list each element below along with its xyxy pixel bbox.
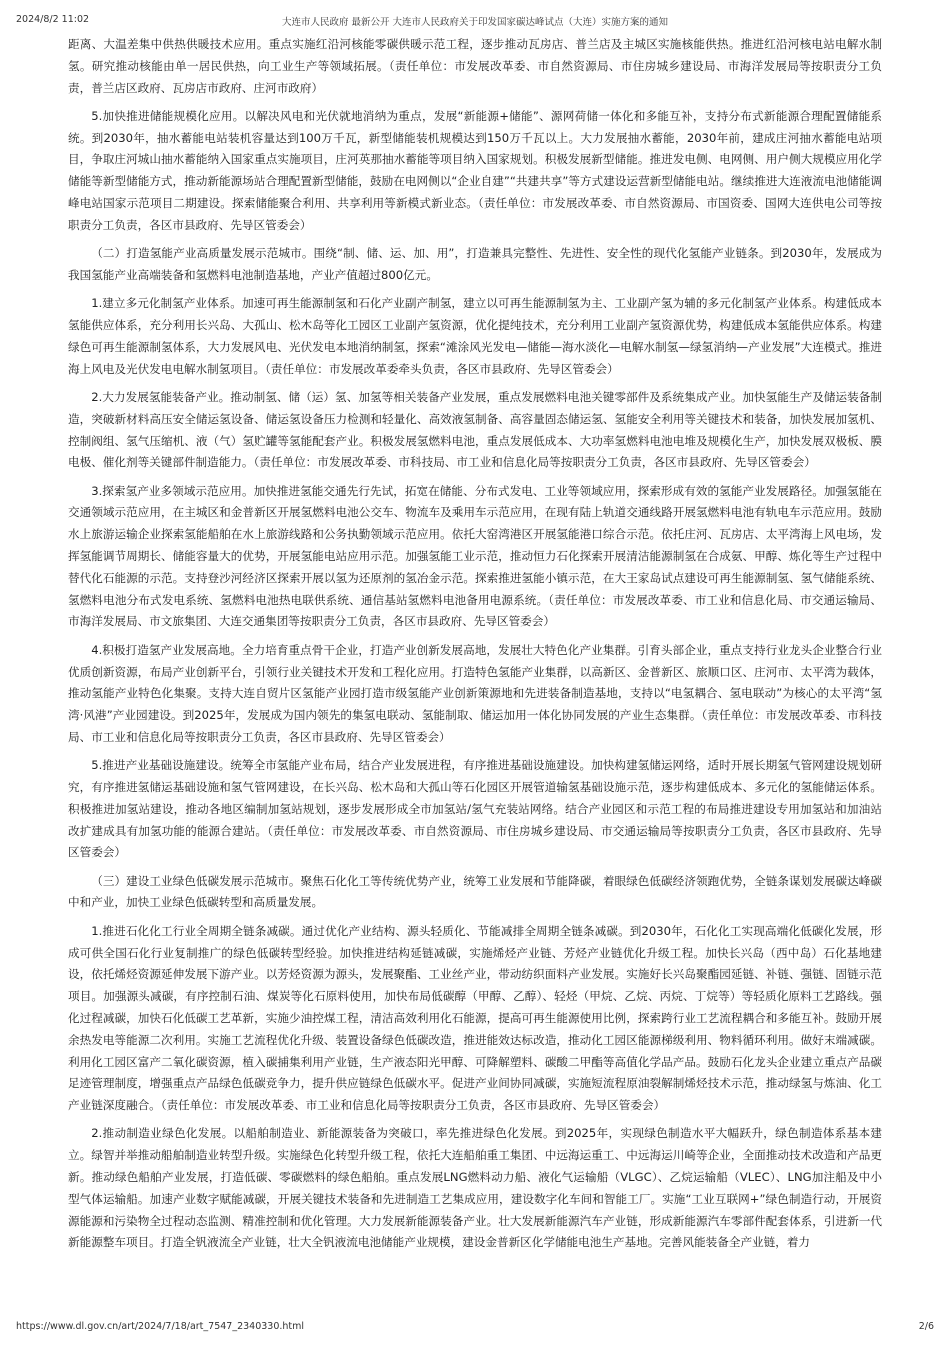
document-body [68,34,882,1304]
print-datetime: 2024/8/2 11:02 [16,14,90,25]
page-number: 2/6 [918,1321,934,1332]
page-url: https://www.dl.gov.cn/art/2024/7/18/art_7547_2340330.html [16,1321,305,1332]
print-doc-title: 大连市人民政府 最新公开 大连市人民政府关于印发国家碳达峰试点（大连）实施方案的通知 [281,17,669,28]
paragraph-manufacturing: 2.推动制造业绿色化发展。以船舶制造业、新能源装备为突破口，率先推进绿色化发展。到2025年，实现绿色制造水平大幅跃升，绿色制造体系基本建立。绿智并举推动船舶制造业转型升级。实施绿色化转型升级工程，依托大连船舶重工集团、中远海运重工、中远海运川崎等企业，全面推动技术改造和产品更新。推动绿色船舶产业发展，打造低碳、零碳燃料的绿色船舶。重点发展LNG燃料动力船、液化气运输船（VLGC）、乙烷运输船（VLEC）、LNG加注船及中小型气体运输船。加速产业数字赋能减碳，开展关键技术装备和先进制造工艺集成应用，建设数字化车间和智能工厂。实施“工业互联网+”绿色制造行动，开展资源能源和污染物全过程动态监测、精准控制和优化管理。大力发展新能源装备产业。壮大发展新能源汽车产业链，形成新能源汽车零部件配套体系，引进新一代新能源整车项目。打造全钒液流全产业链，壮大全钒液流电池储能产业规模，建设金普新区化学储能电池生产基地。完善风能装备全产业链，着力 [68,1126,882,1250]
section-heading-industry: （三）建设工业绿色低碳发展示范城市。聚焦石化化工等传统优势产业，统筹工业发展和节能降碳，着眼绿色低碳经济领跑优势，全链条谋划发展碳达峰碳中和产业，加快工业绿色低碳转型和高质量发展。 [68,873,882,910]
paragraph-hydrogen-demonstration: 3.探索氢产业多领域示范应用。加快推进氢能交通先行先试，拓宽在储能、分布式发电、工业等领域应用，探索形成有效的氢能产业发展路径。加强氢能在交通领域示范应用，在主城区和金普新区开展氢燃料电池公交车、物流车及乘用车示范应用，在现有陆上轨道交通线路开展氢燃料电池有轨电车示范应用。鼓励水上旅游运输企业探索氢能船舶在水上旅游线路和公务执勤领域示范应用。依托大窑湾港区开展氢能港口综合示范。依托庄河、瓦房店、太平湾海上风电场，发挥氢能调节周期长、储能容量大的优势，开展氢能电站应用示范。加强氢能工业示范，推动恒力石化探索开展清洁能源制氢在合成氨、甲醇、炼化等生产过程中替代化石能源的示范。支持登沙河经济区探索开展以氢为还原剂的氢冶金示范。探索推进氢能小镇示范，在大王家岛试点建设可再生能源制氢、氢气储能系统、氢燃料电池分布式发电系统、氢燃料电池热电联供系统、通信基站氢燃料电池备用电源系统。（责任单位：市发展改革委、市工业和信息化局、市交通运输局、市海洋发展局、市文旅集团、大连交通集团等按职责分工负责，各区市县政府、先导区管委会） [68,483,882,629]
print-footer [16,1321,934,1335]
paragraph-hydrogen-highland: 4.积极打造氢产业发展高地。全力培育重点骨干企业，打造产业创新发展高地，发展壮大特色化产业集群。引育头部企业，重点支持行业龙头企业整合行业优质创新资源，布局产业创新平台，引领行业关键技术开发和工程化应用。打造特色氢能产业集群，以高新区、金普新区、旅顺口区、庄河市、太平湾为载体，推动氢能产业特色化集聚。支持大连自贸片区氢能产业园打造市级氢能产业创新策源地和先进装备制造基地，支持以“电氢耦合、氢电联动”为核心的太平湾“氢湾·风港”产业园建设。到2025年，发展成为国内领先的集氢电联动、氢能制取、储运加用一体化协同发展的产业生态集群。（责任单位：市发展改革委、市科技局、市工业和信息化局等按职责分工负责，各区市县政府、先导区管委会） [68,642,882,744]
paragraph-hydrogen-infrastructure: 5.推进产业基础设施建设。统筹全市氢能产业布局，结合产业发展进程，有序推进基础设施建设。加快构建氢储运网络，适时开展长期氢气管网建设规划研究，有序推进氢储运基础设施和氢气管网建设，在长兴岛、松木岛和大孤山等石化园区开展管道输氢基础设施示范，逐步构建低成本、多元化的氢能储运体系。积极推进加氢站建设，推动各地区编制加氢站规划，逐步发展形成全市加氢站/氢气充装站网络。结合产业园区和示范工程的布局推进建设专用加氢站和加油站改扩建成具有加氢功能的能源合建站。（责任单位：市发展改革委、市自然资源局、市住房城乡建设局、市交通运输局等按职责分工负责，各区市县政府、先导区管委会） [68,758,882,860]
paragraph-heating-continuation: 距离、大温差集中供热供暖技术应用。重点实施红沿河核能零碳供暖示范工程，逐步推动瓦房店、普兰店及主城区实施核能供热。推进红沿河核电站电解水制氢。研究推动核能由单一居民供热，向工业生产等领域拓展。（责任单位：市发展改革委、市自然资源局、市住房城乡建设局、市海洋发展局等按职责分工负责，普兰店区政府、瓦房店市政府、庄河市政府） [68,37,882,95]
paragraph-hydrogen-production: 1.建立多元化制氢产业体系。加速可再生能源制氢和石化产业副产制氢，建立以可再生能源制氢为主、工业副产氢为辅的多元化制氢产业体系。构建低成本氢能供应体系，充分利用长兴岛、大孤山、松木岛等化工园区工业副产氢资源，优化提纯技术，充分利用工业副产氢资源优势，构建低成本氢能供应体系。构建绿色可再生能源制氢体系，大力发展风电、光伏发电本地消纳制氢，探索“滩涂风光发电—储能—海水淡化—电解水制氢—绿氢消纳—产业发展”大连模式。推进海上风电及光伏发电电解水制氢项目。（责任单位：市发展改革委牵头负责，各区市县政府、先导区管委会） [68,296,882,376]
paragraph-energy-storage: 5.加快推进储能规模化应用。以解决风电和光伏就地消纳为重点，发展“新能源+储能”、源网荷储一体化和多能互补，支持分布式新能源合理配置储能系统。到2030年，抽水蓄能电站装机容量达到100万千瓦，新型储能装机规模达到150万千瓦以上。大力发展抽水蓄能，2030年前，建成庄河抽水蓄能电站项目，争取庄河城山抽水蓄能纳入国家重点实施项目，庄河英那抽水蓄能等项目纳入国家规划。积极发展新型储能。推进发电侧、电网侧、用户侧大规模应用化学储能等新型储能方式，推动新能源场站合理配置新型储能，鼓励在电网侧以“企业自建”“共建共享”等方式建设运营新型储能电站。继续推进大连液流电池储能调峰电站国家示范项目二期建设。探索储能聚合利用、共享利用等新模式新业态。（责任单位：市发展改革委、市自然资源局、市国资委、国网大连供电公司等按职责分工负责，各区市县政府、先导区管委会） [68,108,882,232]
paragraph-petrochemical: 1.推进石化化工行业全周期全链条减碳。通过优化产业结构、源头轻质化、节能减排全周期全链条减碳。到2030年，石化化工实现高端化低碳化发展，形成可供全国石化行业复制推广的绿色低碳转型经验。加快推进结构延链减碳，实施烯烃产业链、芳烃产业链优化升级工程。加快长兴岛（西中岛）石化基地建设，依托烯烃资源延伸发展下游产业。以芳烃资源为源头，发展聚酯、工业丝产业，带动纺织面料产业发展。实施好长兴岛聚酯园延链、补链、强链、固链示范项目。加强源头减碳，有序控制石油、煤炭等化石原料使用，加快布局低碳醇（甲醇、乙醇）、轻烃（甲烷、乙烷、丙烷、丁烷等）等轻质化原料工艺路线。强化过程减碳，加快石化低碳工艺革新，实施少油控煤工程，清洁高效利用化石能源，提高可再生能源使用比例，探索跨行业工艺流程耦合和多能互补。鼓励开展余热发电等能源二次利用。实施工艺流程优化升级、装置设备绿色低碳改造，推进能效达标改造，推动化工园区能源梯级利用、物料循环利用。做好末端减碳。利用化工园区富产二氧化碳资源，植入碳捕集利用产业链，生产液态阳光甲醇、可降解塑料、碳酸二甲酯等高值化学品产品。鼓励石化龙头企业建立重点产品碳足迹管理制度，增强重点产品绿色低碳竞争力，提升供应链绿色低碳水平。促进产业间协同减碳，实施短流程原油裂解制烯烃技术示范，推动绿氢与炼油、化工产业链深度融合。（责任单位：市发展改革委、市工业和信息化局等按职责分工负责，各区市县政府、先导区管委会） [68,923,882,1113]
paragraph-hydrogen-equipment: 2.大力发展氢能装备产业。推动制氢、储（运）氢、加氢等相关装备产业发展，重点发展燃料电池关键零部件及系统集成产业。加快氢能生产及储运装备制造，突破新材料高压安全储运氢设备、储运氢设备压力检测和轻量化、高效液氢制备、高容量固态储运氢、氢能安全利用等关键技术和装备，加快发展加氢机、控制阀组、氢气压缩机、液（气）氢贮罐等氢能配套产业。积极发展氢燃料电池，重点发展低成本、大功率氢燃料电池电堆及规模化生产，加快发展双极板、膜电极、催化剂等关键部件制造能力。（责任单位：市发展改革委、市科技局、市工业和信息化局等按职责分工负责，各区市县政府、先导区管委会） [68,389,882,470]
section-heading-hydrogen: （二）打造氢能产业高质量发展示范城市。围绕“制、储、运、加、用”，打造兼具完整性、先进性、安全性的现代化氢能产业链条。到2030年，发展成为我国氢能产业高端装备和氢燃料电池制造基地，产业产值超过800亿元。 [68,246,882,282]
print-header [16,14,934,28]
